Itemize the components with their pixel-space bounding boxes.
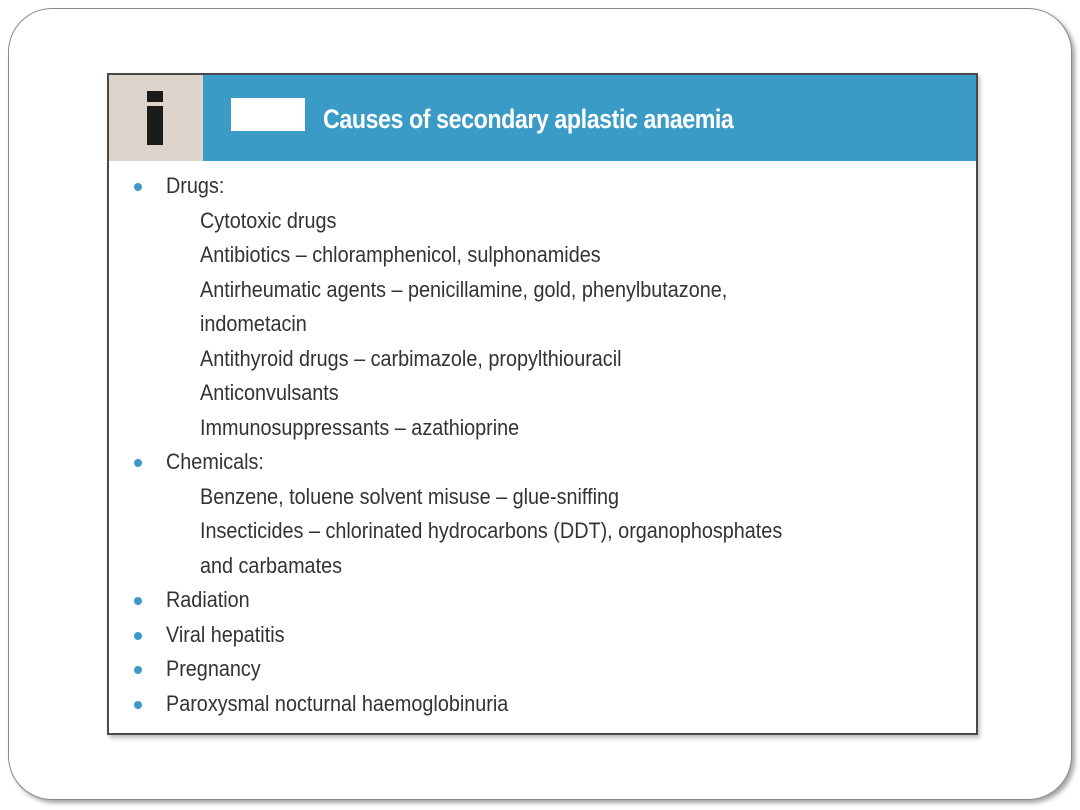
causes-list [109, 169, 976, 721]
bullet-icon [134, 632, 142, 640]
list-item-drugs [109, 169, 976, 204]
sub-item [109, 307, 976, 342]
bullet-icon [134, 701, 142, 709]
sub-item-text: Antibiotics – chloramphenicol, sulphonamides [200, 242, 601, 267]
bullet-icon [134, 459, 142, 467]
list-item-label: Paroxysmal nocturnal haemoglobinuria [166, 690, 509, 716]
sub-item-text: Antirheumatic agents – penicillamine, gold, phenylbutazone, [200, 276, 728, 302]
slide-frame [8, 8, 1072, 800]
list-item-label: Pregnancy [166, 656, 261, 681]
info-icon [147, 91, 163, 145]
list-item-pnh [109, 687, 976, 722]
sub-item-text: Anticonvulsants [200, 380, 339, 405]
sub-item [109, 342, 976, 377]
list-item-chemicals [109, 445, 976, 480]
sub-item [109, 480, 976, 515]
bullet-icon [134, 597, 142, 605]
info-box [107, 73, 978, 735]
sub-item [109, 238, 976, 273]
sub-item-text: Antithyroid drugs – carbimazole, propylthiouracil [200, 345, 622, 371]
sub-item-text: Immunosuppressants – azathioprine [200, 414, 520, 440]
sub-item-text: and carbamates [200, 552, 342, 578]
list-item-pregnancy [109, 652, 976, 687]
sub-item [109, 411, 976, 446]
list-item-label: Drugs: [166, 173, 225, 198]
list-item-label: Chemicals: [166, 449, 264, 474]
list-item-viral-hepatitis [109, 618, 976, 653]
list-item-label: Radiation [166, 587, 250, 612]
sub-item-text: indometacin [200, 311, 307, 336]
header-label-block [231, 98, 305, 131]
sub-item [109, 514, 976, 549]
sub-item-text: Benzene, toluene solvent misuse – glue-sniffing [200, 483, 620, 509]
sub-item [109, 549, 976, 584]
box-title: Causes of secondary aplastic anaemia [323, 104, 734, 134]
sub-item [109, 273, 976, 308]
sub-item-text: Insecticides – chlorinated hydrocarbons (DDT), organophosphates [200, 518, 783, 543]
bullet-icon [134, 183, 142, 191]
bullet-icon [134, 666, 142, 674]
list-item-radiation [109, 583, 976, 618]
box-header [109, 75, 976, 161]
sub-item [109, 204, 976, 239]
sub-item-text: Cytotoxic drugs [200, 207, 337, 233]
icon-tab [109, 75, 203, 161]
sub-item [109, 376, 976, 411]
list-item-label: Viral hepatitis [166, 621, 285, 647]
